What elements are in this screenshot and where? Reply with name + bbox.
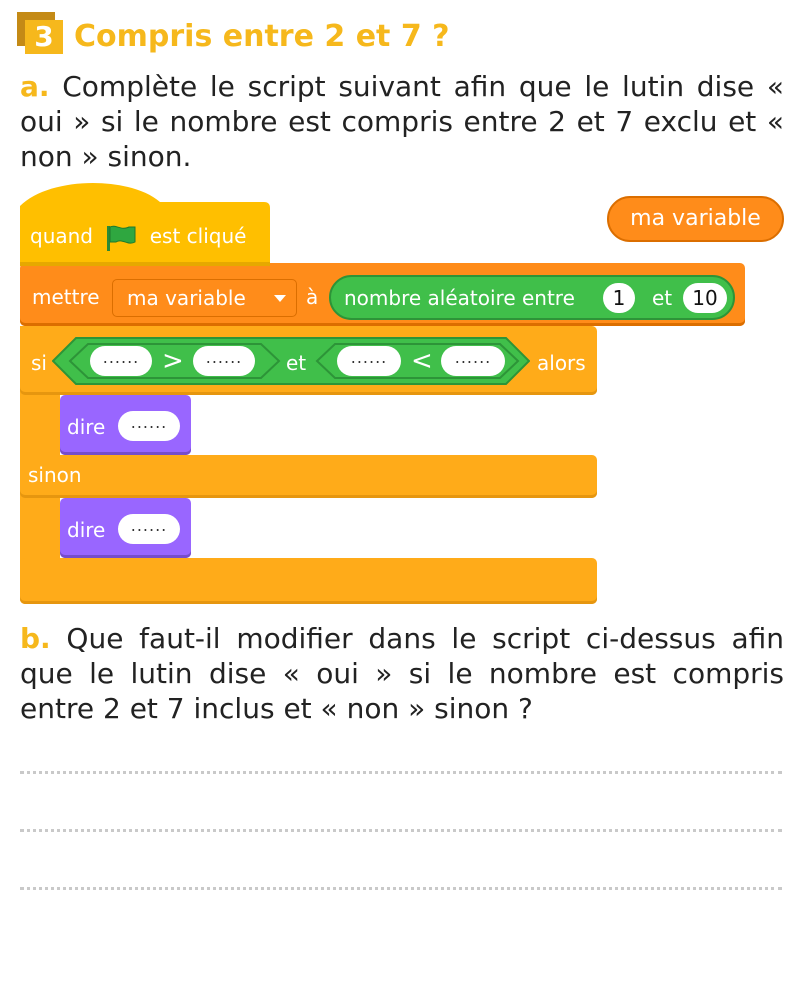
- dropdown-arrow-icon: [274, 295, 286, 302]
- exercise-title: Compris entre 2 et 7 ?: [74, 19, 450, 54]
- answer-line-1[interactable]: [20, 771, 782, 774]
- else-label: sinon: [28, 463, 82, 487]
- say-slot-1[interactable]: ......: [118, 411, 180, 441]
- random-from-input[interactable]: 1: [603, 283, 635, 313]
- part-a-instructions: [20, 69, 784, 174]
- part-b-label: b.: [20, 622, 51, 655]
- greater-than-operator: >: [162, 346, 184, 376]
- hat-when-label: quand: [30, 224, 93, 248]
- say-label-1: dire: [67, 415, 106, 439]
- hat-clicked-label: est cliqué: [149, 224, 247, 248]
- green-flag-icon: [105, 225, 137, 251]
- condition-slot-1[interactable]: ......: [90, 346, 152, 376]
- random-label: nombre aléatoire entre: [344, 286, 575, 310]
- and-label: et: [286, 351, 307, 375]
- if-else-block-bottom: [20, 558, 597, 604]
- answer-line-3[interactable]: [20, 887, 782, 890]
- then-label: alors: [537, 351, 586, 375]
- exercise-number: 3: [25, 20, 63, 54]
- variable-dropdown-value: ma variable: [127, 286, 246, 310]
- else-bar: [20, 455, 597, 498]
- hat-block-text: [30, 223, 246, 251]
- set-to-label: à: [306, 285, 319, 309]
- set-label: mettre: [32, 285, 100, 309]
- random-to-input[interactable]: 10: [683, 283, 727, 313]
- condition-slot-3[interactable]: ......: [337, 346, 401, 376]
- condition-slot-2[interactable]: ......: [193, 346, 255, 376]
- part-a-label: a.: [20, 70, 50, 103]
- random-and-label: et: [652, 286, 673, 310]
- part-b-text: Que faut-il modifier dans le script ci-dessus afin que le lutin dise « oui » si le nombre est compris entre 2 et 7 inclus et « non » sinon ?: [20, 622, 784, 725]
- variable-reporter[interactable]: ma variable: [607, 196, 784, 242]
- condition-slot-4[interactable]: ......: [441, 346, 505, 376]
- say-slot-2[interactable]: ......: [118, 514, 180, 544]
- part-a-text: Complète le script suivant afin que le lutin dise « oui » si le nombre est compris entre 2 et 7 exclu et « non » sinon.: [20, 70, 784, 173]
- if-label: si: [31, 351, 47, 375]
- variable-dropdown[interactable]: [112, 279, 297, 317]
- less-than-operator: <: [411, 346, 433, 376]
- part-b-question: [20, 621, 784, 726]
- answer-line-2[interactable]: [20, 829, 782, 832]
- say-label-2: dire: [67, 518, 106, 542]
